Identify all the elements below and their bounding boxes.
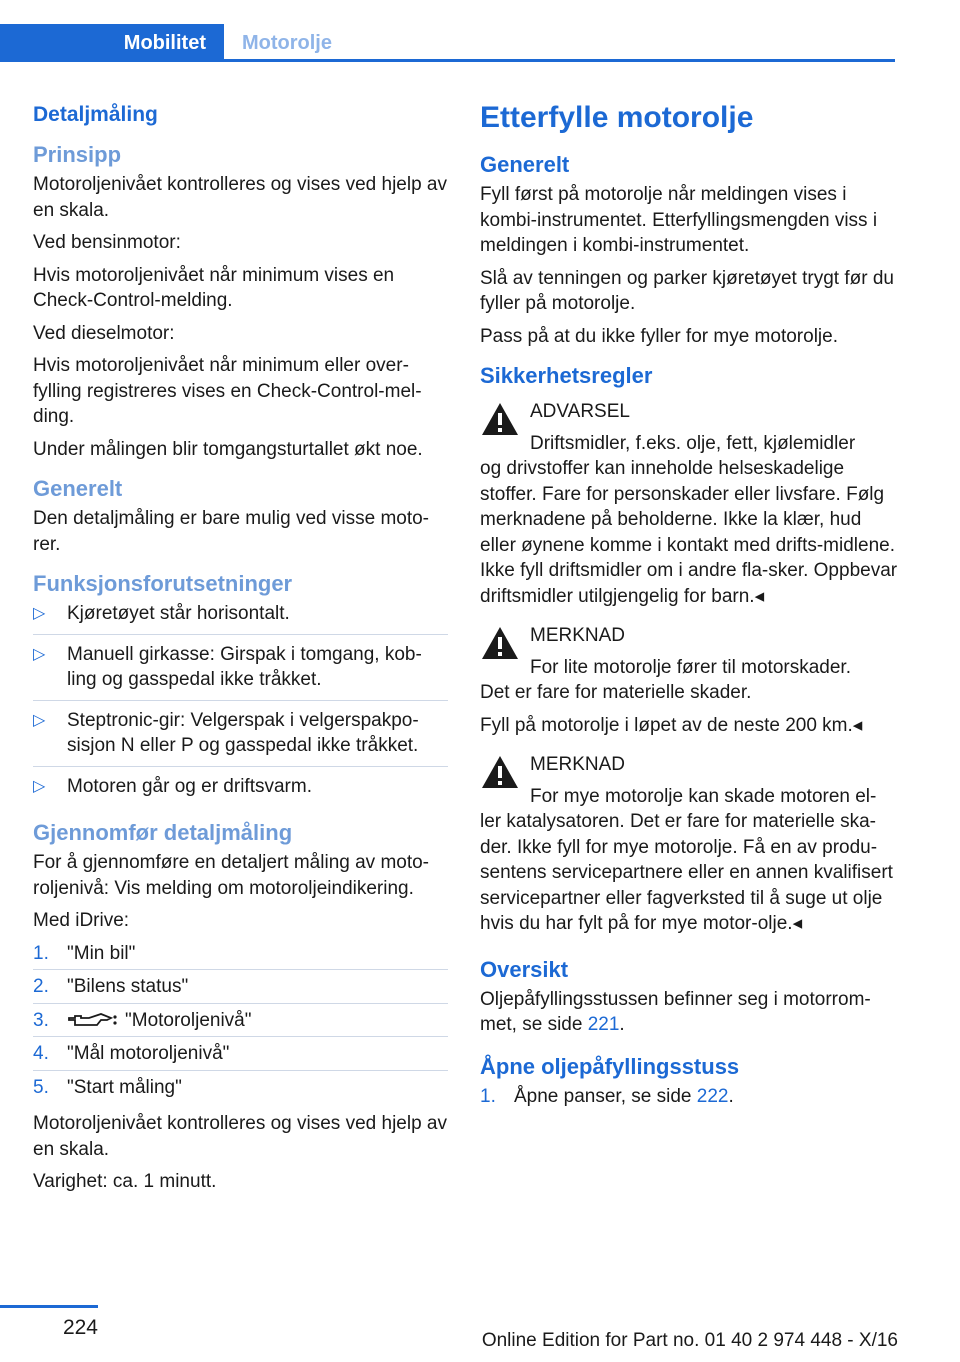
subheading-oversikt: Oversikt	[480, 956, 569, 982]
list-item: ▷ Kjøretøyet står horisontalt.	[33, 601, 448, 635]
paragraph: Hvis motoroljenivået når minimum eller over-fylling registreres vises en Check-Control-mel-ding.	[33, 355, 422, 427]
list-item: 1. "Min bil"	[33, 941, 448, 971]
triangle-bullet-icon: ▷	[33, 711, 46, 729]
paragraph: Motoroljenivået kontrolleres og vises ved hjelp av en skala.	[33, 1113, 447, 1160]
notice-block-merknad	[480, 752, 898, 937]
paragraph: For å gjennomføre en detaljert måling av moto-roljenivå: Vis melding om motoroljeindikering.	[33, 852, 430, 899]
paragraph: Hvis motoroljenivået når minimum vises en Check-Control-melding.	[33, 264, 395, 311]
paragraph: Under målingen blir tomgangsturtallet økt noe.	[33, 438, 423, 460]
list-item: ▷ Steptronic-gir: Velgerspak i velgerspakpo-sisjon N eller P og gasspedal ikke tråkket.	[33, 708, 448, 767]
triangle-bullet-icon: ▷	[33, 777, 46, 795]
subheading-generelt: Generelt	[480, 152, 570, 177]
paragraph: Fyll på motorolje i løpet av de neste 200 km.◂	[480, 714, 863, 736]
warning-text: Driftsmidler, f.eks. olje, fett, kjølemidler og drivstoffer kan inneholde helseskadelige stoffer. Fare for personskader eller livsfare. Følg merknadene på beholderne. Ikke la klær, hud eller øynene komme i kontakt med drifts-midlene. Ikke fyll driftsmidler om i andre fla-sker. Oppbevar driftsmidler utilgjengelig for barn.◂	[480, 432, 898, 607]
subheading-funksjonsforutsetninger: Funksjonsforutsetninger	[33, 571, 293, 596]
warning-triangle-icon	[480, 625, 520, 661]
page-link-221[interactable]: 221	[587, 1014, 620, 1035]
requirements-list	[33, 601, 448, 806]
page-title: Etterfylle motorolje	[480, 101, 754, 134]
subheading-apne-oljepafyllingsstuss: Åpne oljepåfyllingsstuss	[480, 1053, 740, 1079]
page-link-222[interactable]: 222	[696, 1085, 729, 1107]
list-item: 3. "Motoroljenivå"	[33, 1008, 448, 1038]
idrive-steps-list	[33, 941, 448, 1104]
section-heading-detaljmaling: Detaljmåling	[33, 103, 158, 126]
right-column	[480, 100, 898, 1120]
subheading-sikkerhetsregler: Sikkerhetsregler	[480, 363, 653, 388]
tab-motorolje[interactable]: Motorolje	[242, 31, 332, 54]
notice-block-merknad	[480, 623, 898, 706]
warning-label: ADVARSEL	[530, 401, 630, 422]
tab-mobilitet[interactable]: Mobilitet	[0, 24, 224, 62]
paragraph: Fyll først på motorolje når meldingen vises i kombi-instrumentet. Etterfyllingsmengden viss i meldingen i kombi-instrumentet.	[480, 184, 878, 256]
triangle-bullet-icon: ▷	[33, 645, 46, 663]
subheading-prinsipp: Prinsipp	[33, 142, 122, 167]
list-item: 4. "Mål motoroljenivå"	[33, 1041, 448, 1071]
paragraph: Oljepåfyllingsstussen befinner seg i motorrom-met, se side 221.	[480, 988, 871, 1035]
subheading-generelt: Generelt	[33, 476, 123, 501]
warning-block-advarsel	[480, 399, 898, 609]
notice-label: MERKNAD	[530, 625, 626, 646]
header-tabbar	[0, 24, 895, 62]
list-item: 1. Åpne panser, se side 222.	[480, 1085, 734, 1107]
footer-rule	[0, 1305, 98, 1308]
warning-triangle-icon	[480, 401, 520, 437]
edition-note: Online Edition for Part no. 01 40 2 974 448 - X/16	[481, 1330, 898, 1351]
paragraph: Varighet: ca. 1 minutt.	[33, 1171, 217, 1192]
subheading-gjennomfor-detaljmaling: Gjennomfør detaljmåling	[33, 820, 293, 845]
warning-triangle-icon	[480, 754, 520, 790]
paragraph: Motoroljenivået kontrolleres og vises ved hjelp av en skala.	[33, 174, 447, 221]
paragraph: Med iDrive:	[33, 910, 130, 931]
header-rule	[0, 59, 895, 62]
list-item: 2. "Bilens status"	[33, 974, 448, 1004]
open-steps-list	[480, 1084, 898, 1113]
notice-text: For lite motorolje fører til motorskader. Det er fare for materielle skader.	[480, 656, 851, 703]
page-number: 224	[62, 1316, 98, 1339]
left-column	[33, 100, 448, 1202]
paragraph: Ved bensinmotor:	[33, 232, 181, 253]
notice-label: MERKNAD	[530, 754, 626, 775]
list-item: ▷ Manuell girkasse: Girspak i tomgang, kob-ling og gasspedal ikke tråkket.	[33, 642, 448, 701]
list-item: 5. "Start måling"	[33, 1076, 182, 1098]
oil-can-icon	[67, 1012, 119, 1028]
triangle-bullet-icon: ▷	[33, 605, 46, 622]
paragraph: Pass på at du ikke fyller for mye motorolje.	[480, 325, 838, 347]
paragraph: Den detaljmåling er bare mulig ved visse moto-rer.	[33, 508, 430, 555]
paragraph: Ved dieselmotor:	[33, 322, 175, 344]
paragraph: Slå av tenningen og parker kjøretøyet trygt før du fyller på motorolje.	[480, 267, 894, 314]
notice-text: For mye motorolje kan skade motoren el- ler katalysatoren. Det er fare for materielle ska-der. Ikke fyll for mye motorolje. Få en av produ-sentens servicepartnere eller en annen kvalifisert servicepartner eller fagverksted til å suge ut olje hvis du har fylt på for mye motor-olje.◂	[480, 785, 893, 934]
list-item: ▷ Motoren går og er driftsvarm.	[33, 774, 448, 807]
